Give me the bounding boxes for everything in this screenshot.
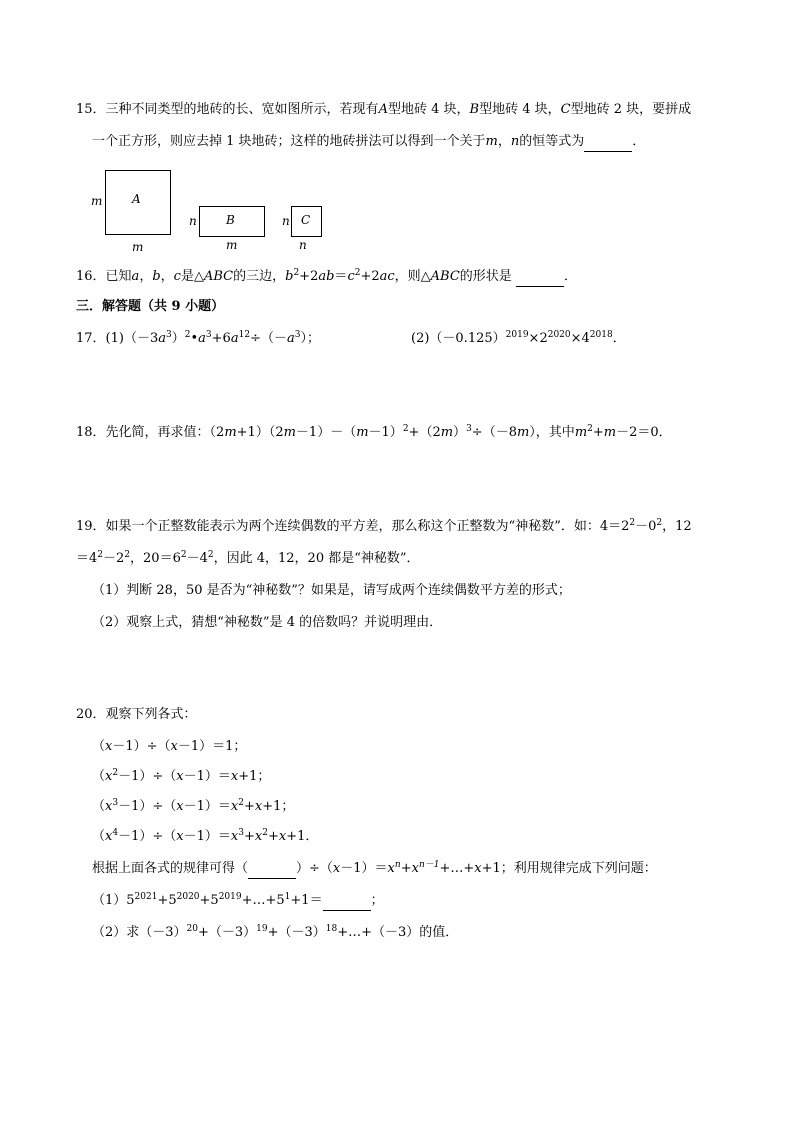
section-heading: 三．解答题（共 9 小题） [76,299,225,314]
q20-sub-1: $(1)5^{2021}+5^{2020}+5^{2019}+\dots+5^1+1=$ ； [92,892,384,911]
q19-line-2: $=4^2-2^2$，$20=6^2-4^2$，因此 4，12，20 都是“神秘数”． [76,550,420,566]
tile-b-bottom-label: m [226,238,238,252]
q18-line: 18．先化简，再求值：$(2m+1)(2m-1)-(m-1)^2+(2m)^3\div(-8m)$，其中$m^2+m-2=0$． [76,424,672,440]
tile-c-label: C [301,213,311,227]
q16-line: 16．已知a，b，c是△ABC的三边，$b^2+2ab=c^2+2ac$，则△ABC的形状是 ． [76,268,577,287]
tile-c-bottom-label: n [299,238,307,252]
q20-row-1: （x－1）÷（x－1）＝1； [92,739,247,754]
q19-sub-1: （1）判断 28，50 是否为“神秘数”？如果是，请写成两个连续偶数平方差的形式； [92,583,571,598]
q20-intro: 20．观察下列各式： [76,707,197,722]
answer-blank-15 [584,133,632,152]
tile-a-left-label: m [91,194,103,208]
q17-part2: $(2)(-0.125)^{2019}\times 2^{2020}\times 4^{2018}$． [411,330,626,346]
q19-sub-2: （2）观察上式，猜想“神秘数”是 4 的倍数吗？并说明理由． [92,615,443,630]
tile-b-left-label: n [189,214,197,228]
q20-row-4: $(x^4-1)\div(x-1)=x^3+x^2+x+1$． [92,828,319,844]
tile-a-label: A [132,192,141,206]
q20-sub-2: （2）求$(-3)^{20}+(-3)^{19}+(-3)^{18}+\dots+(-3)$的值． [92,924,459,940]
answer-blank-16 [516,268,564,287]
q20-row-3: $(x^3-1)\div(x-1)=x^2+x+1$； [92,798,295,814]
q20-law: 根据上面各式的规律可得（ ）$\div(x-1)=x^n+x^{n-1}+\dots+x+1$；利用规律完成下列问题： [92,860,657,879]
tile-b-label: B [226,213,235,227]
answer-blank-20-1 [323,892,371,911]
answer-blank-20-law [248,860,296,879]
q17-part1: 17．$(1)(-3a^3)^2•a^3+6a^{12}\div(-a^3)$； [76,330,320,346]
q15-line-1: 15．三种不同类型的地砖的长、宽如图所示，若现有A型地砖 4 块，B型地砖 4 块，C型地砖 2 块，要拼成 [76,102,692,117]
q20-row-2: $(x^2-1)\div(x-1)=x+1$； [92,768,271,784]
tile-a-bottom-label: m [132,240,144,254]
q19-line-1: 19．如果一个正整数能表示为两个连续偶数的平方差，那么称这个正整数为“神秘数”．如：$4=2^2-0^2$，12 [76,518,692,534]
tile-c-left-label: n [282,214,290,228]
q15-line-2: 一个正方形，则应去掉 1 块地砖；这样的地砖拼法可以得到一个关于m，n的恒等式为 ． [92,133,645,152]
